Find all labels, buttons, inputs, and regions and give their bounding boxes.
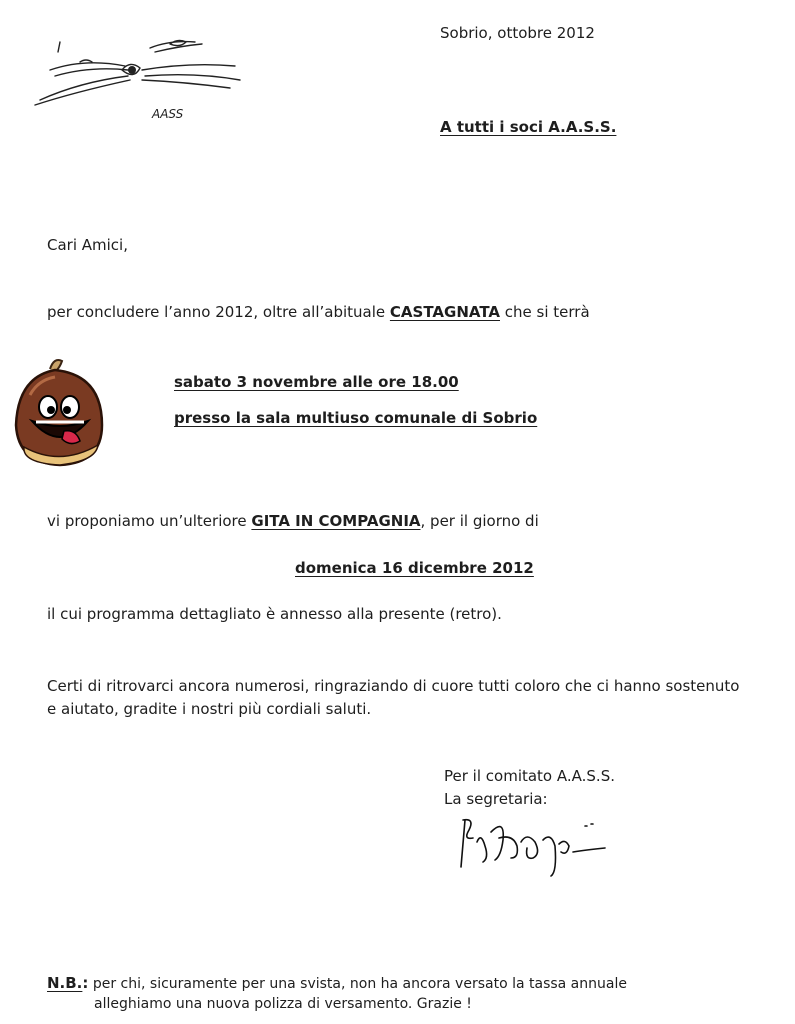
castagnata-highlight: CASTAGNATA bbox=[389, 303, 500, 321]
castagnata-date: sabato 3 novembre alle ore 18.00 bbox=[174, 373, 459, 391]
nb-colon: : bbox=[82, 974, 89, 992]
nb-line-2: alleghiamo una nuova polizza di versamento. Grazie ! bbox=[94, 996, 472, 1012]
trip-text-before: vi proponiamo un’ulteriore bbox=[47, 512, 252, 530]
closing-line-2: e aiutato, gradite i nostri più cordiali saluti. bbox=[47, 700, 372, 718]
trip-highlight: GITA IN COMPAGNIA bbox=[251, 512, 421, 530]
program-note: il cui programma dettagliato è annesso alla presente (retro). bbox=[47, 605, 502, 623]
closing-line-1: Certi di ritrovarci ancora numerosi, ringraziando di cuore tutti coloro che ci hanno sostenuto bbox=[47, 677, 740, 695]
trip-paragraph bbox=[47, 512, 539, 530]
logo-text: AASS bbox=[152, 107, 184, 121]
greeting: Cari Amici, bbox=[47, 236, 128, 254]
chestnut-mascot-icon bbox=[10, 355, 110, 470]
signature-line-1: Per il comitato A.A.S.S. bbox=[444, 767, 615, 785]
place-date: Sobrio, ottobre 2012 bbox=[440, 24, 595, 42]
intro-text-before: per concludere l’anno 2012, oltre all’abituale bbox=[47, 303, 390, 321]
signature-line-2: La segretaria: bbox=[444, 790, 548, 808]
trip-text-after: , per il giorno di bbox=[420, 512, 539, 530]
aass-logo bbox=[30, 30, 250, 130]
intro-paragraph bbox=[47, 303, 590, 321]
castagnata-location: presso la sala multiuso comunale di Sobrio bbox=[174, 409, 538, 427]
handwritten-signature bbox=[455, 812, 615, 882]
nb-line-1: per chi, sicuramente per una svista, non ha ancora versato la tassa annuale bbox=[88, 976, 627, 992]
addressee: A tutti i soci A.A.S.S. bbox=[440, 118, 617, 136]
nb-label: N.B. bbox=[47, 974, 83, 992]
nb-note bbox=[47, 974, 627, 992]
trip-date: domenica 16 dicembre 2012 bbox=[295, 559, 534, 577]
intro-text-after: che si terrà bbox=[500, 303, 590, 321]
